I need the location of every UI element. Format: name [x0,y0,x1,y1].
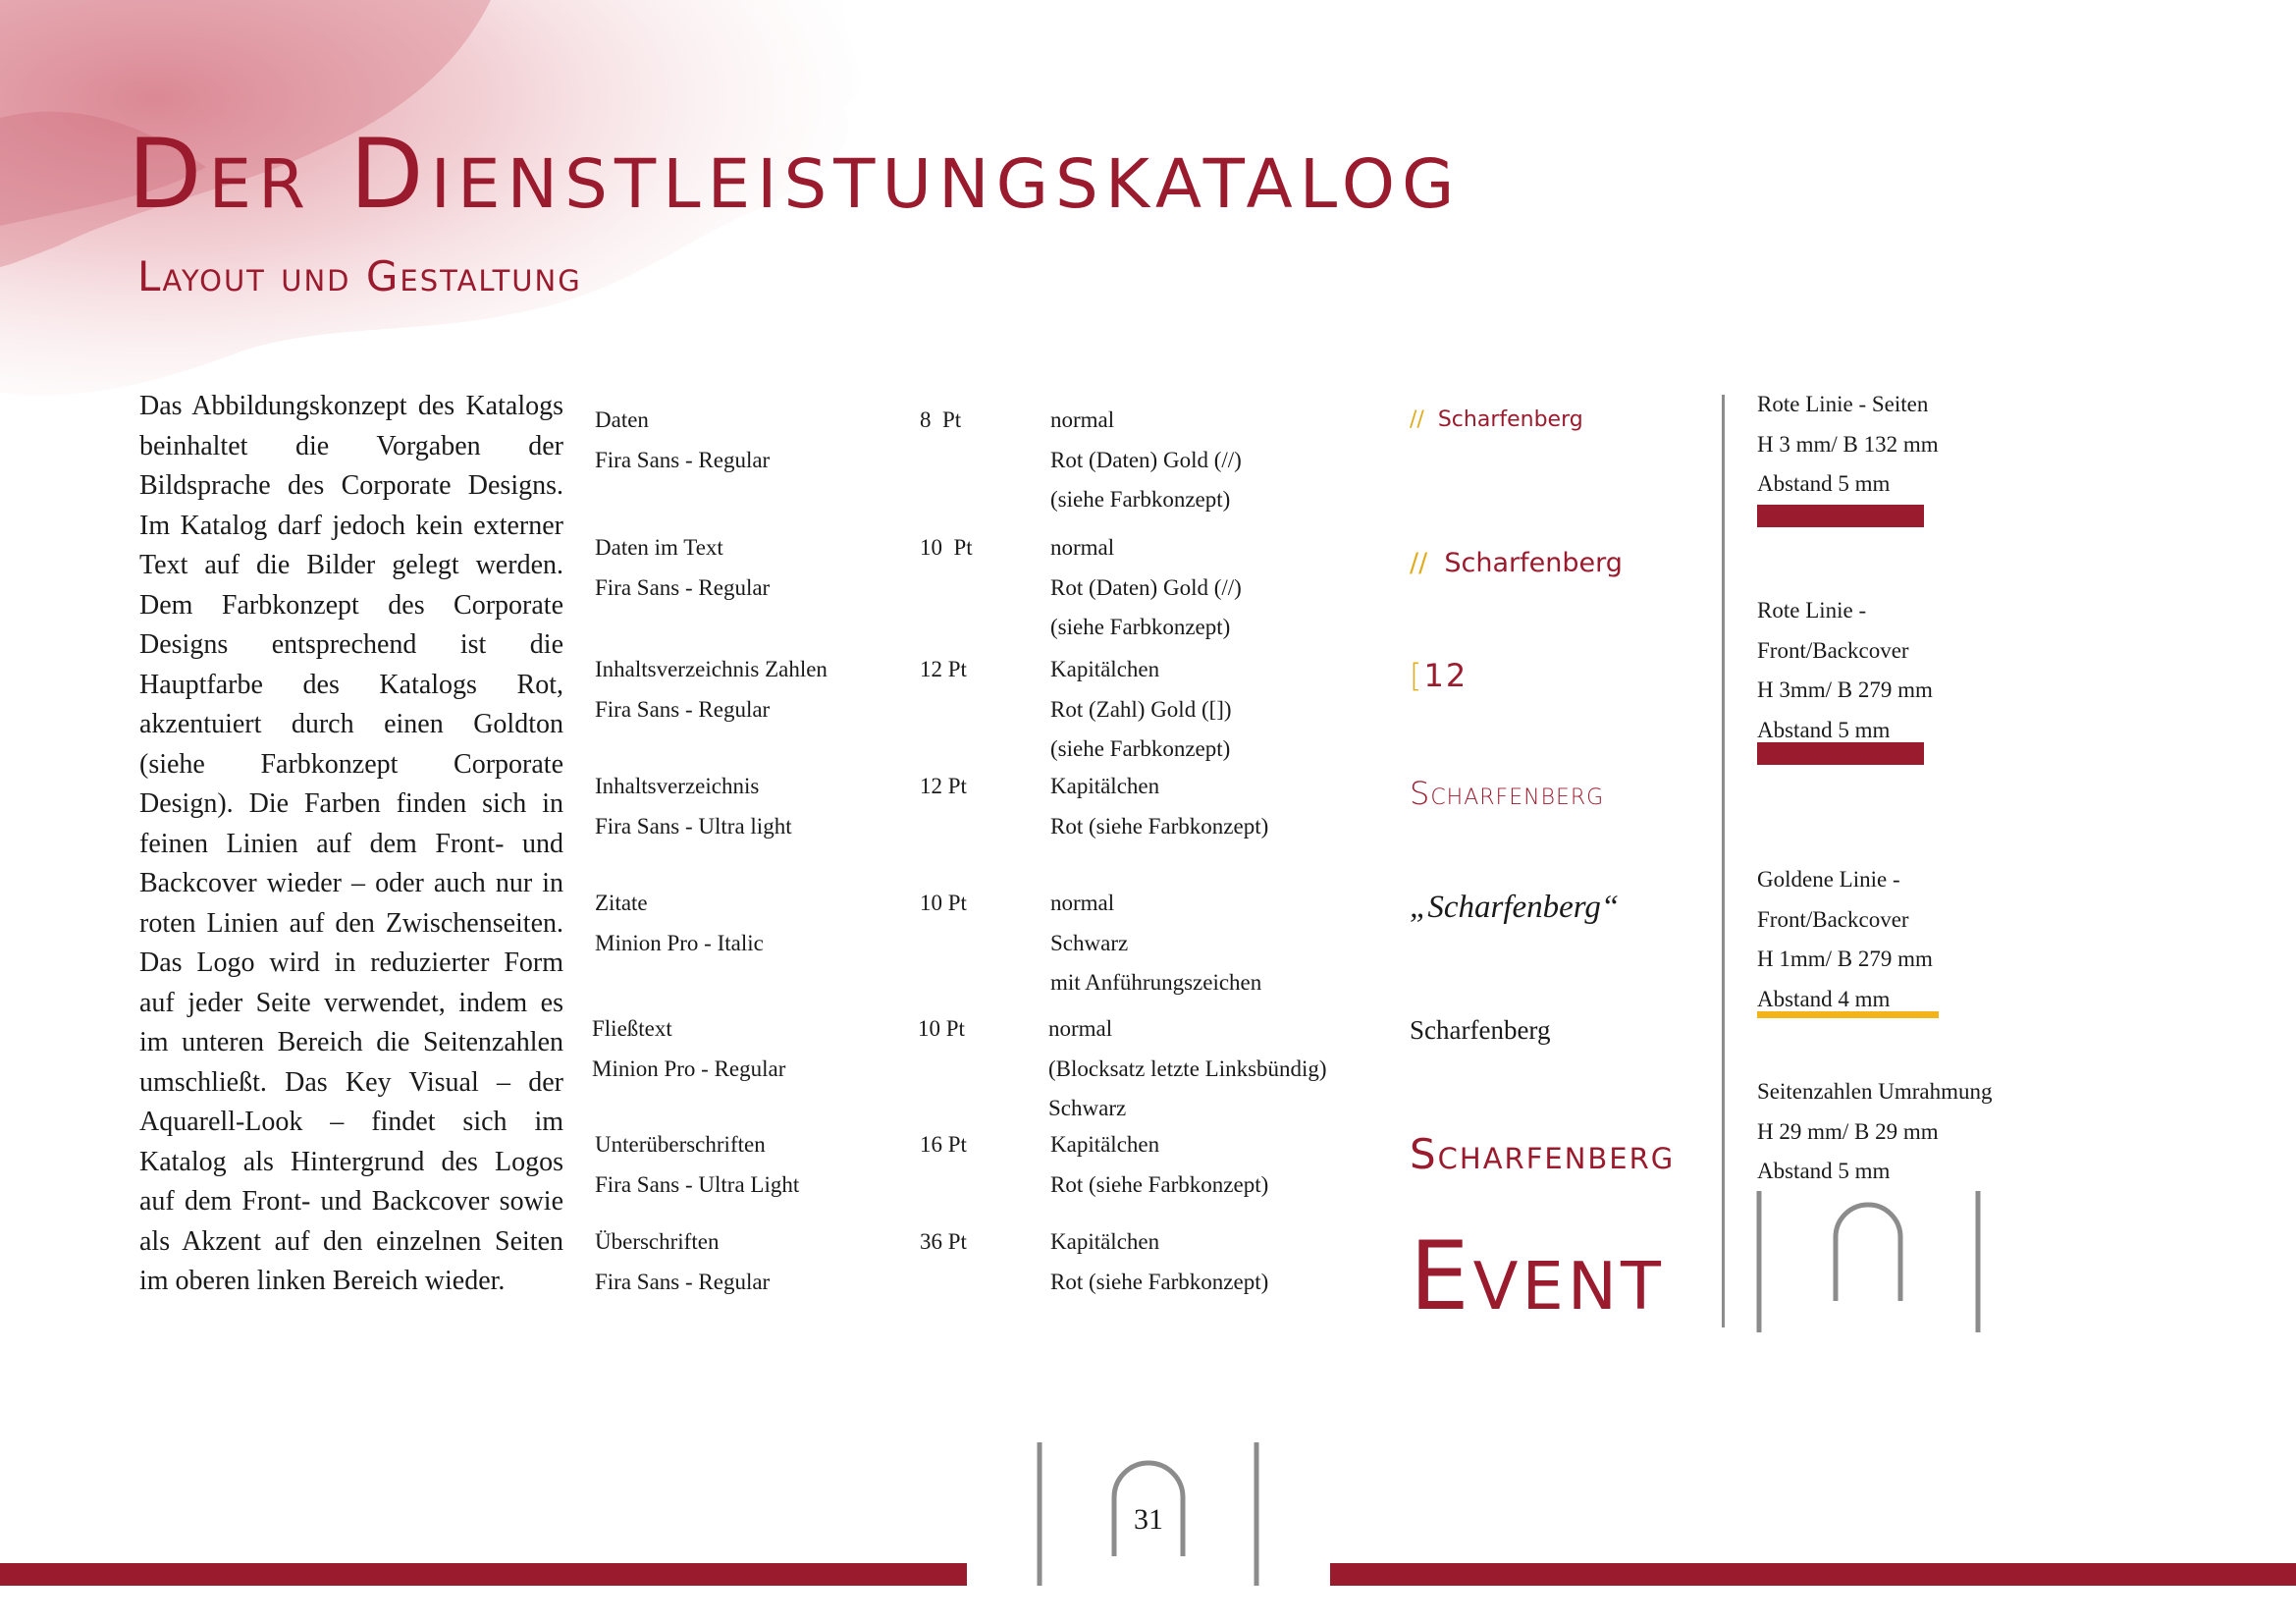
spec-line: Abstand 4 mm [1757,986,1891,1011]
row-name: Inhaltsverzeichnis Zahlen [595,657,828,681]
sample-daten-text: Scharfenberg [1437,407,1583,432]
row-style-2: Rot (siehe Farbkonzept) [1050,1269,1269,1294]
spec-page-frame [1757,1072,1993,1192]
intro-paragraph: Das Abbildungskonzept des Katalogs beinhaltet die Vorgaben der Bildsprache des Corporate Designs. Im Katalog darf jedoch kein externer Text auf die Bilder gelegt werden. Dem Farbkonzept des Corporate Designs entsprechend ist die Hauptfarbe des Katalogs Rot, akzentuiert durch einen Goldton (siehe Farbkonzept Corporate Design). Die Farben finden sich in feinen Linien auf dem Front- und Backcover wieder – oder auch nur in roten Linien auf den Zwischenseiten. Das Logo wird in reduzierter Form auf jeder Seite verwendet, indem es im unteren Bereich die Seitenzahlen umschließt. Das Key Visual – der Aquarell-Look – findet sich im Katalog als Hintergrund des Logos auf dem Front- und Backcover sowie als Akzent auf den einzelnen Seiten im oberen linken Bereich wieder. [139,391,563,1296]
row-font: Fira Sans - Regular [595,574,771,600]
spec-red-line-pages [1757,385,1939,505]
row-name: Fließtext [592,1016,672,1041]
spec-line: Front/Backcover [1757,637,1909,663]
row-font: Fira Sans - Ultra light [595,813,792,839]
row-style-3: Schwarz [1048,1096,1127,1120]
row-style-1: Kapitälchen [1050,657,1160,681]
row-style-1: Kapitälchen [1050,774,1160,798]
sample-toc-number [1410,654,1468,697]
spec-line: Rote Linie - Seiten [1757,392,1929,416]
spec-line: H 29 mm/ B 29 mm [1757,1118,1939,1144]
gold-line-sample [1757,1011,1939,1018]
red-line-cover-sample [1757,742,1924,765]
row-font: Minion Pro - Regular [592,1056,786,1081]
row-name: Überschriften [595,1229,720,1254]
spec-line: H 3 mm/ B 132 mm [1757,431,1939,457]
row-style-1: normal [1050,891,1115,915]
spec-line: Rote Linie - [1757,598,1867,623]
row-style-1: Kapitälchen [1050,1132,1160,1157]
sample-heading: Event [1410,1221,1665,1331]
sample-daten [1410,403,1583,438]
spec-line: Goldene Linie - [1757,867,1900,892]
footer-red-line-right [1330,1563,2296,1586]
spec-line: H 3mm/ B 279 mm [1757,677,1933,702]
sample-toc-text: Scharfenberg [1410,775,1605,812]
sample-daten-prefix: // [1410,407,1424,432]
spec-line: H 1mm/ B 279 mm [1757,947,1933,971]
row-size: 10 Pt [920,891,967,915]
sample-daten-text-prefix: // [1410,548,1428,578]
row-style-3: (siehe Farbkonzept) [1050,487,1231,512]
column-divider [1722,395,1725,1327]
spec-line: Abstand 5 mm [1757,471,1891,496]
row-style-1: normal [1048,1016,1113,1041]
row-name: Zitate [595,891,648,915]
row-style-2: Rot (Zahl) Gold ([]) [1050,696,1232,722]
footer-red-line-left [0,1563,967,1586]
row-size: 10 Pt [918,1016,965,1041]
row-name: Unterüberschriften [595,1132,766,1157]
sample-subheading: Scharfenberg [1410,1130,1676,1178]
sample-toc-number-text: 12 [1423,657,1468,694]
row-font: Fira Sans - Regular [595,447,771,472]
row-size: 12 Pt [920,774,967,798]
spec-red-line-cover [1757,591,1933,750]
row-style-2: (Blocksatz letzte Linksbündig) [1048,1056,1327,1081]
row-font: Minion Pro - Italic [595,930,764,955]
row-style-1: normal [1050,407,1115,432]
row-name: Inhaltsverzeichnis [595,774,760,798]
row-size: 36 Pt [920,1229,967,1254]
sample-toc-bracket: [ [1410,657,1424,694]
row-size: 16 Pt [920,1132,967,1157]
page-frame-sample-icon [1747,1183,1993,1340]
row-name: Daten im Text [595,535,723,560]
sample-body: Scharfenberg [1410,1015,1551,1045]
row-style-2: Rot (siehe Farbkonzept) [1050,1171,1269,1197]
row-style-1: normal [1050,535,1115,560]
page-subtitle: Layout und Gestaltung [137,252,582,300]
row-font: Fira Sans - Ultra Light [595,1171,800,1197]
row-size: 8 Pt [920,407,962,432]
row-font: Fira Sans - Regular [595,696,771,722]
row-style-3: mit Anführungszeichen [1050,970,1262,995]
red-line-sample [1757,505,1924,527]
row-style-2: Schwarz [1050,930,1129,955]
spec-line: Abstand 5 mm [1757,717,1891,742]
spec-gold-line-cover [1757,860,1933,1019]
sample-quote: „Scharfenberg“ [1410,890,1620,925]
spec-line: Abstand 5 mm [1757,1159,1891,1183]
row-size: 10 Pt [920,535,973,560]
spec-line: Seitenzahlen Umrahmung [1757,1079,1993,1104]
sample-daten-im-text [1410,544,1623,583]
row-style-3: (siehe Farbkonzept) [1050,615,1231,639]
sample-daten-text-text: Scharfenberg [1444,548,1623,578]
row-style-2: Rot (Daten) Gold (//) [1050,447,1242,472]
page-number: 31 [1134,1503,1163,1536]
row-name: Daten [595,407,649,432]
row-style-2: Rot (siehe Farbkonzept) [1050,813,1269,839]
spec-line: Front/Backcover [1757,906,1909,932]
row-style-3: (siehe Farbkonzept) [1050,736,1231,761]
row-font: Fira Sans - Regular [595,1269,771,1294]
page-title: Der Dienstleistungskatalog [128,119,1462,231]
row-style-1: Kapitälchen [1050,1229,1160,1254]
row-size: 12 Pt [920,657,967,681]
row-style-2: Rot (Daten) Gold (//) [1050,574,1242,600]
